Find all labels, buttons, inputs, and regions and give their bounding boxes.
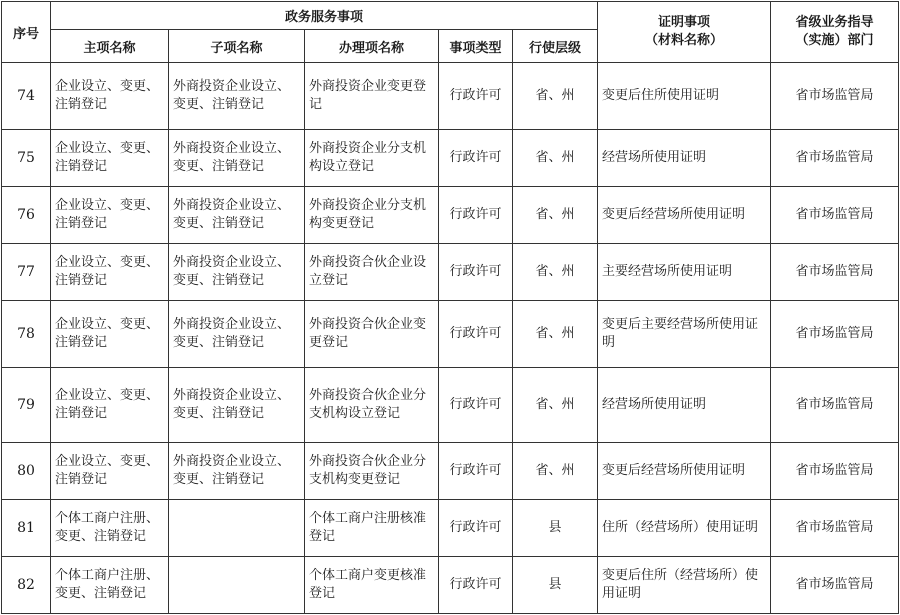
row-level: 省、州: [513, 63, 598, 130]
row-handle-item: 外商投资合伙企业设立登记: [305, 244, 439, 301]
row-proof: 变更后经营场所使用证明: [598, 187, 771, 244]
row-item-type: 行政许可: [439, 187, 513, 244]
row-seq: 75: [2, 130, 51, 187]
table-row: [2, 130, 899, 187]
row-main-item: 企业设立、变更、注销登记: [51, 187, 169, 244]
header-level: 行使层级: [513, 30, 598, 63]
row-main-item: 企业设立、变更、注销登记: [51, 368, 169, 443]
row-item-type: 行政许可: [439, 301, 513, 368]
header-proof-line2: （材料名称）: [645, 33, 724, 48]
row-seq: 80: [2, 443, 51, 500]
row-level: 省、州: [513, 187, 598, 244]
row-seq: 77: [2, 244, 51, 301]
row-department: 省市场监管局: [771, 443, 899, 500]
header-department: [771, 2, 899, 63]
row-item-type: 行政许可: [439, 557, 513, 614]
row-department: 省市场监管局: [771, 500, 899, 557]
row-item-type: 行政许可: [439, 244, 513, 301]
row-main-item: 企业设立、变更、注销登记: [51, 443, 169, 500]
row-proof: 变更后主要经营场所使用证明: [598, 301, 771, 368]
header-dept-line1: 省级业务指导: [795, 15, 874, 30]
table-row: [2, 368, 899, 443]
header-main-item: 主项名称: [51, 30, 169, 63]
row-main-item: 个体工商户注册、变更、注销登记: [51, 557, 169, 614]
header-dept-line2: （实施）部门: [795, 33, 874, 48]
row-seq: 76: [2, 187, 51, 244]
row-item-type: 行政许可: [439, 443, 513, 500]
row-sub-item: 外商投资企业设立、变更、注销登记: [169, 443, 305, 500]
table-row: [2, 557, 899, 614]
row-main-item: 企业设立、变更、注销登记: [51, 130, 169, 187]
row-department: 省市场监管局: [771, 130, 899, 187]
row-department: 省市场监管局: [771, 244, 899, 301]
row-seq: 81: [2, 500, 51, 557]
row-handle-item: 外商投资合伙企业分支机构设立登记: [305, 368, 439, 443]
row-department: 省市场监管局: [771, 187, 899, 244]
table-row: [2, 301, 899, 368]
row-sub-item: 外商投资企业设立、变更、注销登记: [169, 244, 305, 301]
row-sub-item: 外商投资企业设立、变更、注销登记: [169, 130, 305, 187]
row-department: 省市场监管局: [771, 301, 899, 368]
row-proof: 经营场所使用证明: [598, 130, 771, 187]
header-sub-item: 子项名称: [169, 30, 305, 63]
row-item-type: 行政许可: [439, 63, 513, 130]
row-item-type: 行政许可: [439, 500, 513, 557]
row-handle-item: 外商投资企业分支机构设立登记: [305, 130, 439, 187]
row-handle-item: 外商投资合伙企业分支机构变更登记: [305, 443, 439, 500]
row-proof: 变更后住所使用证明: [598, 63, 771, 130]
row-item-type: 行政许可: [439, 368, 513, 443]
row-main-item: 企业设立、变更、注销登记: [51, 301, 169, 368]
row-sub-item: 外商投资企业设立、变更、注销登记: [169, 368, 305, 443]
header-proof-items: [598, 2, 771, 63]
row-sub-item: [169, 557, 305, 614]
row-department: 省市场监管局: [771, 368, 899, 443]
row-handle-item: 个体工商户变更核准登记: [305, 557, 439, 614]
header-proof-line1: 证明事项: [658, 15, 711, 30]
table-row: [2, 443, 899, 500]
row-proof: 变更后住所（经营场所）使用证明: [598, 557, 771, 614]
row-sub-item: 外商投资企业设立、变更、注销登记: [169, 187, 305, 244]
header-service-items: 政务服务事项: [51, 2, 598, 30]
table-row: [2, 187, 899, 244]
row-handle-item: 个体工商户注册核准登记: [305, 500, 439, 557]
row-item-type: 行政许可: [439, 130, 513, 187]
header-item-type: 事项类型: [439, 30, 513, 63]
header-seq: 序号: [2, 2, 51, 63]
row-main-item: 企业设立、变更、注销登记: [51, 244, 169, 301]
row-department: 省市场监管局: [771, 63, 899, 130]
row-seq: 74: [2, 63, 51, 130]
row-handle-item: 外商投资企业分支机构变更登记: [305, 187, 439, 244]
row-level: 省、州: [513, 443, 598, 500]
row-level: 县: [513, 557, 598, 614]
row-handle-item: 外商投资企业变更登记: [305, 63, 439, 130]
table-row: [2, 244, 899, 301]
row-sub-item: [169, 500, 305, 557]
row-seq: 79: [2, 368, 51, 443]
row-proof: 变更后经营场所使用证明: [598, 443, 771, 500]
items-table: [1, 1, 899, 614]
row-proof: 住所（经营场所）使用证明: [598, 500, 771, 557]
row-proof: 主要经营场所使用证明: [598, 244, 771, 301]
table-row: [2, 500, 899, 557]
row-level: 省、州: [513, 368, 598, 443]
row-seq: 78: [2, 301, 51, 368]
row-level: 省、州: [513, 130, 598, 187]
header-handle-item: 办理项名称: [305, 30, 439, 63]
row-level: 省、州: [513, 244, 598, 301]
row-level: 省、州: [513, 301, 598, 368]
row-sub-item: 外商投资企业设立、变更、注销登记: [169, 63, 305, 130]
row-main-item: 企业设立、变更、注销登记: [51, 63, 169, 130]
row-sub-item: 外商投资企业设立、变更、注销登记: [169, 301, 305, 368]
row-seq: 82: [2, 557, 51, 614]
row-proof: 经营场所使用证明: [598, 368, 771, 443]
row-level: 县: [513, 500, 598, 557]
row-main-item: 个体工商户注册、变更、注销登记: [51, 500, 169, 557]
row-department: 省市场监管局: [771, 557, 899, 614]
table-row: [2, 63, 899, 130]
row-handle-item: 外商投资合伙企业变更登记: [305, 301, 439, 368]
